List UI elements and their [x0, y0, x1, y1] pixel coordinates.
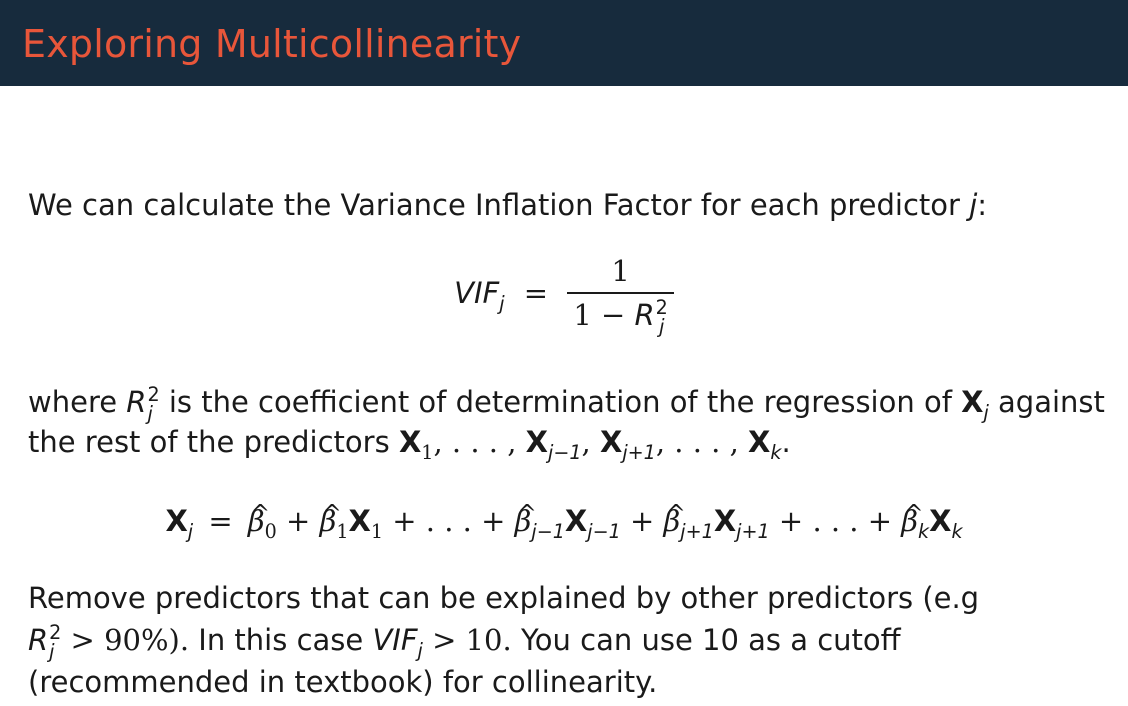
reg-plus-5: + [778, 504, 804, 538]
reg-lhs-x: X [165, 504, 188, 538]
vif-lhs [454, 276, 505, 315]
remove-line-2 [28, 619, 901, 661]
pred-xjm1: X [525, 425, 549, 459]
vif-den-sub: j [659, 315, 665, 339]
reg-x-jm1: X [564, 504, 588, 538]
reg-plus-6: + [867, 504, 893, 538]
where2-end: . [781, 425, 791, 459]
reg-x-jm1-sub: j−1 [587, 519, 621, 543]
intro-line [28, 184, 987, 226]
remove-line-3: (recommended in textbook) for collinearity. [28, 665, 658, 699]
reg-beta-1: ^ β [320, 500, 337, 542]
reg-plus-3: + [481, 504, 506, 538]
pred-xk: X [748, 425, 771, 459]
reg-lhs-sub: j [187, 519, 194, 543]
remove-r-sub: j [49, 640, 55, 663]
remove-vif-sub: j [417, 638, 423, 662]
reg-beta-1-sub: 1 [336, 519, 349, 543]
where-lead: where [28, 385, 118, 419]
reg-dots-2: . . . [812, 504, 859, 538]
reg-beta-jp1: ^ β [664, 500, 681, 542]
reg-equals: = [208, 504, 233, 538]
reg-beta-0: ^ β [248, 500, 265, 542]
where-line-2 [28, 421, 791, 463]
where-end: against [998, 385, 1105, 419]
reg-plus-2: + [392, 504, 417, 538]
where-line-1 [28, 381, 1105, 423]
remove-r-sup: 2 [49, 620, 62, 644]
vif-denominator [567, 292, 674, 339]
intro-text: We can calculate the Variance Inflation Factor for each predictor [28, 188, 960, 222]
slide-title: Exploring Multicollinearity [22, 22, 522, 66]
pred-xk-sub: k [770, 440, 782, 464]
pred-xjm1-sub: j−1 [548, 440, 582, 464]
reg-x-jp1: X [713, 504, 737, 538]
reg-plus-1: + [286, 504, 311, 538]
where-x-sub: j [983, 400, 989, 424]
reg-plus-4: + [630, 504, 655, 538]
reg-beta-k-sub: k [918, 519, 930, 543]
remove-gt-90: > 90%). [70, 623, 190, 657]
vif-den-sup: 2 [655, 296, 668, 319]
remove-gt-10: > 10. [432, 623, 512, 657]
vif-formula [0, 254, 1128, 339]
vif-lhs-sub: j [499, 291, 505, 315]
where-r-sup: 2 [147, 382, 160, 406]
reg-beta-k: ^ β [901, 500, 918, 542]
reg-beta-jm1: ^ β [515, 500, 532, 542]
pred-xjp1: X [599, 425, 623, 459]
reg-x-jp1-sub: j+1 [736, 519, 770, 543]
pred-x1: X [398, 425, 422, 459]
where-x: X [961, 385, 984, 419]
pred-sep-2: , . . . , [655, 425, 739, 459]
reg-dots-1: . . . [425, 504, 472, 538]
vif-numerator: 1 [611, 254, 630, 288]
vif-lhs-name: VIF [454, 276, 500, 311]
reg-x-1-sub: 1 [370, 519, 384, 543]
slide-header [0, 0, 1128, 86]
remove-vif: VIF [372, 623, 418, 657]
intro-end: : [977, 188, 988, 222]
vif-equals: = [523, 276, 549, 311]
pred-xjp1-sub: j+1 [622, 440, 656, 464]
remove-mid: In this case [198, 623, 364, 657]
reg-x-k-sub: k [951, 519, 963, 543]
reg-x-k: X [929, 504, 952, 538]
where-mid: is the coefficient of determination of the regression of [168, 385, 952, 419]
reg-x-1: X [348, 504, 371, 538]
remove-tail: You can use 10 as a cutoff [520, 623, 901, 657]
reg-beta-jm1-sub: j−1 [531, 519, 565, 543]
where2-lead: the rest of the predictors [28, 425, 390, 459]
reg-beta-jp1-sub: j+1 [680, 519, 714, 543]
remove-r: R [28, 623, 49, 657]
where-r: R [126, 385, 147, 419]
pred-comma: , [581, 425, 591, 459]
intro-var: j [969, 188, 978, 222]
vif-den-const: 1 − [573, 298, 626, 333]
remove-line-1: Remove predictors that can be explained by other predictors (e.g [28, 581, 980, 615]
regression-equation [0, 500, 1128, 542]
reg-beta-0-sub: 0 [264, 519, 277, 543]
pred-x1-sub: 1 [421, 440, 434, 464]
where-r-sub: j [147, 402, 153, 425]
vif-den-var: R [634, 298, 655, 333]
pred-sep-1: , . . . , [433, 425, 517, 459]
vif-fraction [567, 254, 674, 339]
